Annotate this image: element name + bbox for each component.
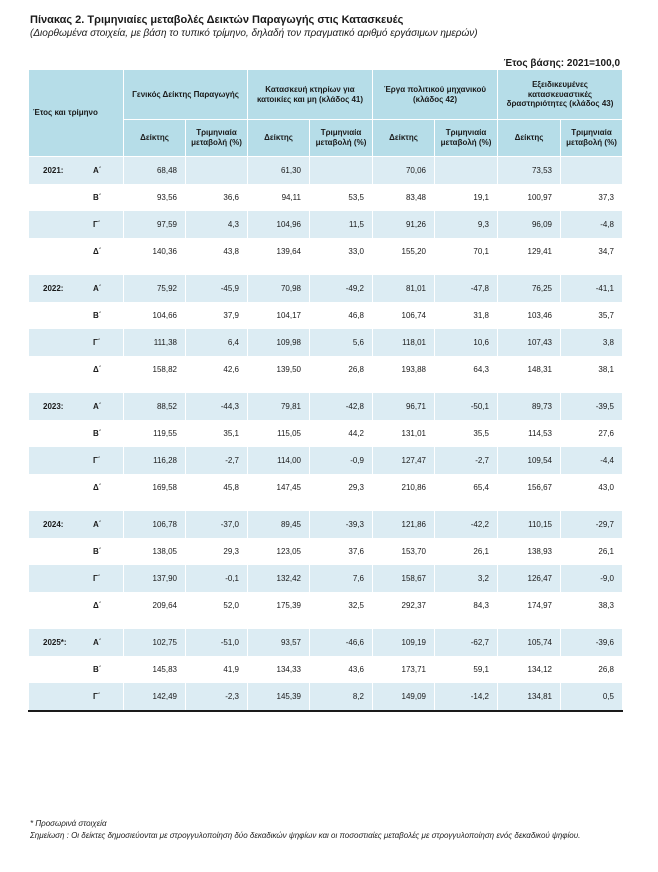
change-value-cell: -37,0 — [186, 511, 248, 538]
index-value-cell: 155,20 — [373, 238, 435, 265]
index-value-cell: 292,37 — [373, 592, 435, 619]
index-value-cell: 96,71 — [373, 393, 435, 420]
change-value-cell: 19,1 — [435, 184, 498, 211]
year-separator — [29, 619, 623, 629]
index-value-cell: 118,01 — [373, 329, 435, 356]
period-cell — [29, 329, 124, 356]
table-row — [29, 656, 623, 683]
change-value-cell: -51,0 — [186, 629, 248, 656]
index-value-cell: 134,81 — [498, 683, 561, 711]
index-value-cell: 109,19 — [373, 629, 435, 656]
change-value-cell: 43,8 — [186, 238, 248, 265]
quarter-label: Γ΄ — [93, 220, 101, 229]
index-value-cell: 175,39 — [248, 592, 310, 619]
index-value-cell: 145,83 — [124, 656, 186, 683]
quarter-label: Γ΄ — [93, 574, 101, 583]
change-value-cell: -62,7 — [435, 629, 498, 656]
index-value-cell: 93,56 — [124, 184, 186, 211]
year-label: 2025*: — [43, 638, 67, 647]
change-value-cell: -4,4 — [561, 447, 623, 474]
index-value-cell: 97,59 — [124, 211, 186, 238]
period-cell — [29, 474, 124, 501]
period-cell — [29, 656, 124, 683]
table-row — [29, 511, 623, 538]
period-cell — [29, 393, 124, 420]
change-value-cell: 32,5 — [310, 592, 373, 619]
change-value-cell — [186, 157, 248, 185]
change-value-cell: 64,3 — [435, 356, 498, 383]
index-value-cell: 119,55 — [124, 420, 186, 447]
change-value-cell: 46,8 — [310, 302, 373, 329]
change-header: Τριμηνιαία μεταβολή (%) — [310, 120, 373, 157]
period-cell — [29, 275, 124, 302]
quarter-label: Δ΄ — [93, 365, 102, 374]
change-value-cell: 27,6 — [561, 420, 623, 447]
index-value-cell: 147,45 — [248, 474, 310, 501]
table-row — [29, 184, 623, 211]
table-row — [29, 592, 623, 619]
index-table — [28, 69, 623, 712]
change-value-cell: -2,7 — [435, 447, 498, 474]
change-header: Τριμηνιαία μεταβολή (%) — [435, 120, 498, 157]
change-value-cell: 34,7 — [561, 238, 623, 265]
change-value-cell: -46,6 — [310, 629, 373, 656]
change-value-cell: 29,3 — [310, 474, 373, 501]
year-label: 2021: — [43, 166, 64, 175]
change-value-cell: 5,6 — [310, 329, 373, 356]
period-cell — [29, 211, 124, 238]
group-header-general: Γενικός Δείκτης Παραγωγής — [124, 70, 248, 120]
year-separator — [29, 265, 623, 275]
index-value-cell: 70,98 — [248, 275, 310, 302]
table-title: Πίνακας 2. Τριμηνιαίες μεταβολές Δεικτών Παραγωγής στις Κατασκευές — [30, 14, 404, 26]
table-row — [29, 420, 623, 447]
change-value-cell: 10,6 — [435, 329, 498, 356]
quarter-label: Δ΄ — [93, 247, 102, 256]
change-value-cell: -42,8 — [310, 393, 373, 420]
quarter-label: Α΄ — [93, 166, 102, 175]
period-cell — [29, 683, 124, 711]
index-value-cell: 174,97 — [498, 592, 561, 619]
separator-cell — [29, 265, 623, 275]
index-value-cell: 110,15 — [498, 511, 561, 538]
change-value-cell — [435, 157, 498, 185]
index-value-cell: 107,43 — [498, 329, 561, 356]
index-value-cell: 75,92 — [124, 275, 186, 302]
index-value-cell: 126,47 — [498, 565, 561, 592]
period-cell — [29, 629, 124, 656]
change-value-cell: 36,6 — [186, 184, 248, 211]
quarter-label: Α΄ — [93, 284, 102, 293]
index-value-cell: 89,45 — [248, 511, 310, 538]
change-value-cell: -29,7 — [561, 511, 623, 538]
index-value-cell: 145,39 — [248, 683, 310, 711]
change-header: Τριμηνιαία μεταβολή (%) — [186, 120, 248, 157]
change-value-cell: 43,0 — [561, 474, 623, 501]
change-value-cell: 43,6 — [310, 656, 373, 683]
index-value-cell: 123,05 — [248, 538, 310, 565]
index-header: Δείκτης — [124, 120, 186, 157]
table-row — [29, 302, 623, 329]
index-value-cell: 105,74 — [498, 629, 561, 656]
change-header: Τριμηνιαία μεταβολή (%) — [561, 120, 623, 157]
period-cell — [29, 420, 124, 447]
change-value-cell: 65,4 — [435, 474, 498, 501]
index-value-cell: 106,78 — [124, 511, 186, 538]
index-value-cell: 103,46 — [498, 302, 561, 329]
year-label: 2022: — [43, 284, 64, 293]
period-cell — [29, 356, 124, 383]
change-value-cell: 41,9 — [186, 656, 248, 683]
index-value-cell: 73,53 — [498, 157, 561, 185]
table-subtitle: (Διορθωμένα στοιχεία, με βάση το τυπικό τρίμηνο, δηλαδή τον πραγματικό αριθμό εργάσιμων ημερών) — [30, 28, 478, 39]
change-value-cell — [310, 157, 373, 185]
table-body — [29, 157, 623, 712]
index-value-cell: 173,71 — [373, 656, 435, 683]
index-value-cell: 61,30 — [248, 157, 310, 185]
index-value-cell: 114,53 — [498, 420, 561, 447]
change-value-cell: -42,2 — [435, 511, 498, 538]
table-row — [29, 238, 623, 265]
table-row — [29, 538, 623, 565]
index-value-cell: 94,11 — [248, 184, 310, 211]
quarter-label: Β΄ — [93, 311, 102, 320]
quarter-label: Β΄ — [93, 547, 102, 556]
period-cell — [29, 238, 124, 265]
change-value-cell: 26,8 — [561, 656, 623, 683]
index-value-cell: 76,25 — [498, 275, 561, 302]
table-row — [29, 329, 623, 356]
period-cell — [29, 565, 124, 592]
change-value-cell: 59,1 — [435, 656, 498, 683]
separator-cell — [29, 619, 623, 629]
table-row — [29, 275, 623, 302]
quarter-label: Β΄ — [93, 429, 102, 438]
index-value-cell: 115,05 — [248, 420, 310, 447]
index-value-cell: 89,73 — [498, 393, 561, 420]
table-row — [29, 393, 623, 420]
index-value-cell: 83,48 — [373, 184, 435, 211]
footnote: * Προσωρινά στοιχεία — [30, 819, 107, 828]
change-value-cell: 38,1 — [561, 356, 623, 383]
index-value-cell: 106,74 — [373, 302, 435, 329]
separator-cell — [29, 501, 623, 511]
quarter-label: Α΄ — [93, 638, 102, 647]
index-value-cell: 104,96 — [248, 211, 310, 238]
index-value-cell: 131,01 — [373, 420, 435, 447]
period-cell — [29, 538, 124, 565]
index-value-cell: 81,01 — [373, 275, 435, 302]
change-value-cell: 4,3 — [186, 211, 248, 238]
change-value-cell: 35,7 — [561, 302, 623, 329]
index-value-cell: 156,67 — [498, 474, 561, 501]
group-header-civil-engineering: Έργα πολιτικού μηχανικού (κλάδος 42) — [373, 70, 498, 120]
change-value-cell: 3,2 — [435, 565, 498, 592]
change-value-cell: 70,1 — [435, 238, 498, 265]
change-value-cell: 35,5 — [435, 420, 498, 447]
change-value-cell: -39,6 — [561, 629, 623, 656]
index-value-cell: 137,90 — [124, 565, 186, 592]
period-cell — [29, 511, 124, 538]
index-value-cell: 148,31 — [498, 356, 561, 383]
index-value-cell: 149,09 — [373, 683, 435, 711]
period-header: Έτος και τρίμηνο — [29, 70, 124, 157]
index-value-cell: 134,33 — [248, 656, 310, 683]
change-value-cell: 37,9 — [186, 302, 248, 329]
change-value-cell: 31,8 — [435, 302, 498, 329]
index-value-cell: 116,28 — [124, 447, 186, 474]
period-cell — [29, 447, 124, 474]
change-value-cell: 3,8 — [561, 329, 623, 356]
index-value-cell: 104,66 — [124, 302, 186, 329]
index-value-cell: 100,97 — [498, 184, 561, 211]
change-value-cell: -47,8 — [435, 275, 498, 302]
change-value-cell: -14,2 — [435, 683, 498, 711]
change-value-cell: -49,2 — [310, 275, 373, 302]
change-value-cell: -2,3 — [186, 683, 248, 711]
index-value-cell: 169,58 — [124, 474, 186, 501]
table-row — [29, 629, 623, 656]
base-year-label: Έτος βάσης: 2021=100,0 — [503, 58, 620, 69]
change-value-cell: 7,6 — [310, 565, 373, 592]
change-value-cell: 53,5 — [310, 184, 373, 211]
change-value-cell: -4,8 — [561, 211, 623, 238]
change-value-cell — [561, 157, 623, 185]
table-row — [29, 474, 623, 501]
index-value-cell: 129,41 — [498, 238, 561, 265]
index-value-cell: 132,42 — [248, 565, 310, 592]
index-value-cell: 210,86 — [373, 474, 435, 501]
table-row — [29, 447, 623, 474]
year-separator — [29, 383, 623, 393]
change-value-cell: -50,1 — [435, 393, 498, 420]
change-value-cell: -9,0 — [561, 565, 623, 592]
quarter-label: Δ΄ — [93, 601, 102, 610]
change-value-cell: 35,1 — [186, 420, 248, 447]
group-header-buildings: Κατασκευή κτηρίων για κατοικίες και μη (κλάδος 41) — [248, 70, 373, 120]
index-value-cell: 96,09 — [498, 211, 561, 238]
quarter-label: Β΄ — [93, 193, 102, 202]
change-value-cell: 8,2 — [310, 683, 373, 711]
index-value-cell: 121,86 — [373, 511, 435, 538]
change-value-cell: 29,3 — [186, 538, 248, 565]
index-value-cell: 138,05 — [124, 538, 186, 565]
change-value-cell: 44,2 — [310, 420, 373, 447]
change-value-cell: 37,6 — [310, 538, 373, 565]
index-header: Δείκτης — [248, 120, 310, 157]
index-value-cell: 79,81 — [248, 393, 310, 420]
quarter-label: Δ΄ — [93, 483, 102, 492]
period-cell — [29, 184, 124, 211]
quarter-label: Γ΄ — [93, 338, 101, 347]
index-value-cell: 111,38 — [124, 329, 186, 356]
index-value-cell: 138,93 — [498, 538, 561, 565]
change-value-cell: -45,9 — [186, 275, 248, 302]
period-cell — [29, 302, 124, 329]
index-value-cell: 140,36 — [124, 238, 186, 265]
table-row — [29, 565, 623, 592]
table-row — [29, 683, 623, 711]
index-value-cell: 127,47 — [373, 447, 435, 474]
index-value-cell: 109,98 — [248, 329, 310, 356]
quarter-label: Β΄ — [93, 665, 102, 674]
change-value-cell: -41,1 — [561, 275, 623, 302]
change-value-cell: 26,1 — [435, 538, 498, 565]
index-value-cell: 70,06 — [373, 157, 435, 185]
quarter-label: Γ΄ — [93, 456, 101, 465]
change-value-cell: -2,7 — [186, 447, 248, 474]
change-value-cell: 11,5 — [310, 211, 373, 238]
quarter-label: Α΄ — [93, 402, 102, 411]
change-value-cell: -0,9 — [310, 447, 373, 474]
note-text: Σημείωση : Οι δείκτες δημοσιεύονται με στρογγυλοποίηση δύο δεκαδικών ψηφίων και οι ποσοστιαίες μεταβολές με στρογγυλοποίηση ενός δεκαδικού ψηφίου. — [30, 831, 581, 840]
period-cell — [29, 157, 124, 185]
index-value-cell: 109,54 — [498, 447, 561, 474]
change-value-cell: 26,1 — [561, 538, 623, 565]
index-value-cell: 158,67 — [373, 565, 435, 592]
change-value-cell: 38,3 — [561, 592, 623, 619]
quarter-label: Α΄ — [93, 520, 102, 529]
index-value-cell: 88,52 — [124, 393, 186, 420]
change-value-cell: 26,8 — [310, 356, 373, 383]
year-label: 2024: — [43, 520, 64, 529]
group-header-specialised: Εξειδικευμένες κατασκευαστικές δραστηριότητες (κλάδος 43) — [498, 70, 623, 120]
table-row — [29, 157, 623, 185]
index-header: Δείκτης — [373, 120, 435, 157]
table-row — [29, 211, 623, 238]
index-value-cell: 68,48 — [124, 157, 186, 185]
table-row — [29, 356, 623, 383]
change-value-cell: 0,5 — [561, 683, 623, 711]
change-value-cell: -0,1 — [186, 565, 248, 592]
index-value-cell: 134,12 — [498, 656, 561, 683]
change-value-cell: 84,3 — [435, 592, 498, 619]
period-cell — [29, 592, 124, 619]
index-value-cell: 139,64 — [248, 238, 310, 265]
change-value-cell: -39,3 — [310, 511, 373, 538]
change-value-cell: 6,4 — [186, 329, 248, 356]
year-label: 2023: — [43, 402, 64, 411]
index-value-cell: 193,88 — [373, 356, 435, 383]
index-value-cell: 158,82 — [124, 356, 186, 383]
index-value-cell: 139,50 — [248, 356, 310, 383]
change-value-cell: 33,0 — [310, 238, 373, 265]
change-value-cell: 42,6 — [186, 356, 248, 383]
change-value-cell: -44,3 — [186, 393, 248, 420]
index-value-cell: 114,00 — [248, 447, 310, 474]
index-value-cell: 93,57 — [248, 629, 310, 656]
change-value-cell: 37,3 — [561, 184, 623, 211]
index-value-cell: 209,64 — [124, 592, 186, 619]
change-value-cell: -39,5 — [561, 393, 623, 420]
index-value-cell: 153,70 — [373, 538, 435, 565]
index-value-cell: 104,17 — [248, 302, 310, 329]
change-value-cell: 45,8 — [186, 474, 248, 501]
change-value-cell: 9,3 — [435, 211, 498, 238]
index-value-cell: 102,75 — [124, 629, 186, 656]
change-value-cell: 52,0 — [186, 592, 248, 619]
notes — [30, 818, 630, 842]
index-value-cell: 142,49 — [124, 683, 186, 711]
index-header: Δείκτης — [498, 120, 561, 157]
index-value-cell: 91,26 — [373, 211, 435, 238]
separator-cell — [29, 383, 623, 393]
quarter-label: Γ΄ — [93, 692, 101, 701]
year-separator — [29, 501, 623, 511]
